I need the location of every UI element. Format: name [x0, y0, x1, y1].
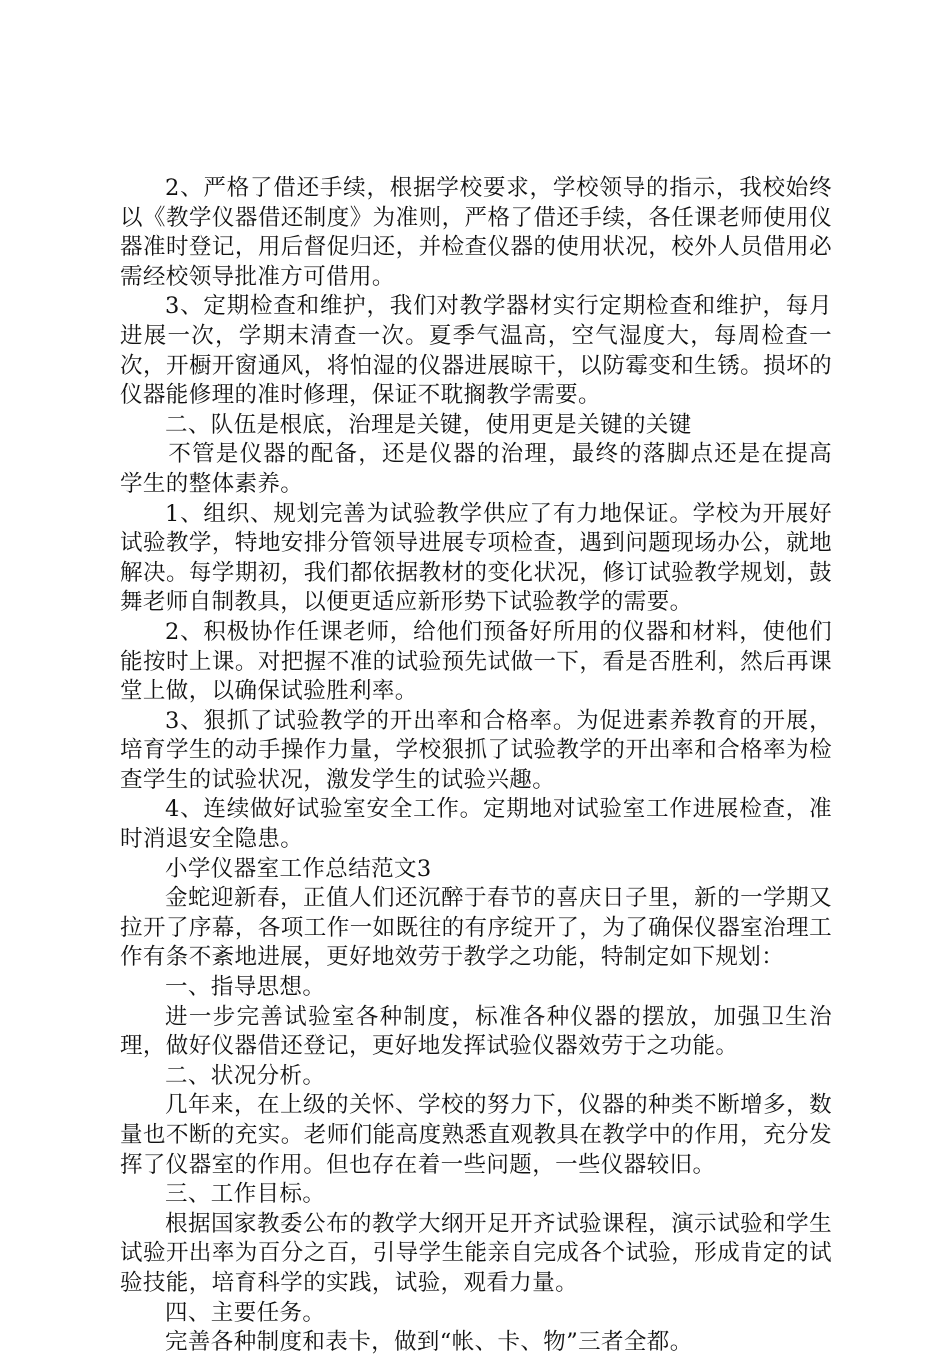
paragraph-inspection-maintenance: 3、定期检查和维护，我们对教学器材实行定期检查和维护，每月进展一次，学期末清查一次。夏季气温高，空气湿度大，每周检查一次，开橱开窗通风，将怕湿的仪器进展晾干，以防霉变和生锈。损坏的仪器能修理的准时修理，保证不耽搁教学需要。: [120, 293, 832, 409]
paragraph-situation-analysis: 几年来，在上级的关怀、学校的努力下，仪器的种类不断增多，数量也不断的充实。老师们能高度熟悉直观教具在教学中的作用，充分发挥了仪器室的作用。但也存在着一些问题，一些仪器较旧。: [120, 1092, 832, 1178]
section-heading-main-tasks: 四、主要任务。: [165, 1299, 326, 1326]
paragraph-organization-planning: 1、组织、规划完善为试验教学供应了有力地保证。学校为开展好试验教学，特地安排分管领导进展专项检查，遇到问题现场办公，就地解决。每学期初，我们都依据教材的变化状况，修订试验教学规划，鼓舞老师自制教具，以便更适应新形势下试验教学的需要。: [120, 500, 832, 616]
paragraph-assist-teachers: 2、积极协作任课老师，给他们预备好所用的仪器和材料，使他们能按时上课。对把握不准的试验预先试做一下，看是否胜利，然后再课堂上做，以确保试验胜利率。: [120, 618, 832, 705]
section-heading-work-goals: 三、工作目标。: [165, 1181, 326, 1208]
paragraph-loan-procedures: 2、严格了借还手续，根据学校要求，学校领导的指示，我校始终以《教学仪器借还制度》为准则，严格了借还手续，各任课老师使用仪器准时登记，用后督促归还，并检查仪器的使用状况，校外人员借用必需经校领导批准方可借用。: [120, 175, 832, 290]
paragraph-experiment-rates: 3、狠抓了试验教学的开出率和合格率。为促进素养教育的开展，培育学生的动手操作力量，学校狠抓了试验教学的开出率和合格率为检查学生的试验状况，激发学生的试验兴趣。: [120, 707, 832, 793]
section-heading-team: 二、队伍是根底，治理是关键，使用更是关键的关键: [165, 411, 692, 438]
paragraph-work-goals: 根据国家教委公布的教学大纲开足开齐试验课程，演示试验和学生试验开出率为百分之百，引导学生能亲自完成各个试验，形成肯定的试验技能，培育科学的实践，试验，观看力量。: [120, 1210, 832, 1296]
paragraph-guiding-ideology: 进一步完善试验室各种制度，标准各种仪器的摆放，加强卫生治理，做好仪器借还登记，更好地发挥试验仪器效劳于之功能。: [120, 1003, 832, 1060]
section-heading-situation-analysis: 二、状况分析。: [165, 1062, 326, 1089]
paragraph-student-quality: 不管是仪器的配备，还是仪器的治理，最终的落脚点还是在提高学生的整体素养。: [120, 441, 832, 497]
paragraph-main-tasks: 完善各种制度和表卡，做到“帐、卡、物”三者全都。: [165, 1329, 693, 1356]
document-subtitle: 小学仪器室工作总结范文3: [165, 855, 432, 882]
document-body: [120, 174, 832, 1358]
paragraph-lab-safety: 4、连续做好试验室安全工作。定期地对试验室工作进展检查，准时消退安全隐患。: [120, 796, 832, 853]
paragraph-new-semester: 金蛇迎新春，正值人们还沉醉于春节的喜庆日子里，新的一学期又拉开了序幕，各项工作一如既往的有序绽开了，为了确保仪器室治理工作有条不紊地进展，更好地效劳于教学之功能，特制定如下规划：: [120, 885, 832, 971]
section-heading-guiding-ideology: 一、指导思想。: [165, 974, 326, 1001]
